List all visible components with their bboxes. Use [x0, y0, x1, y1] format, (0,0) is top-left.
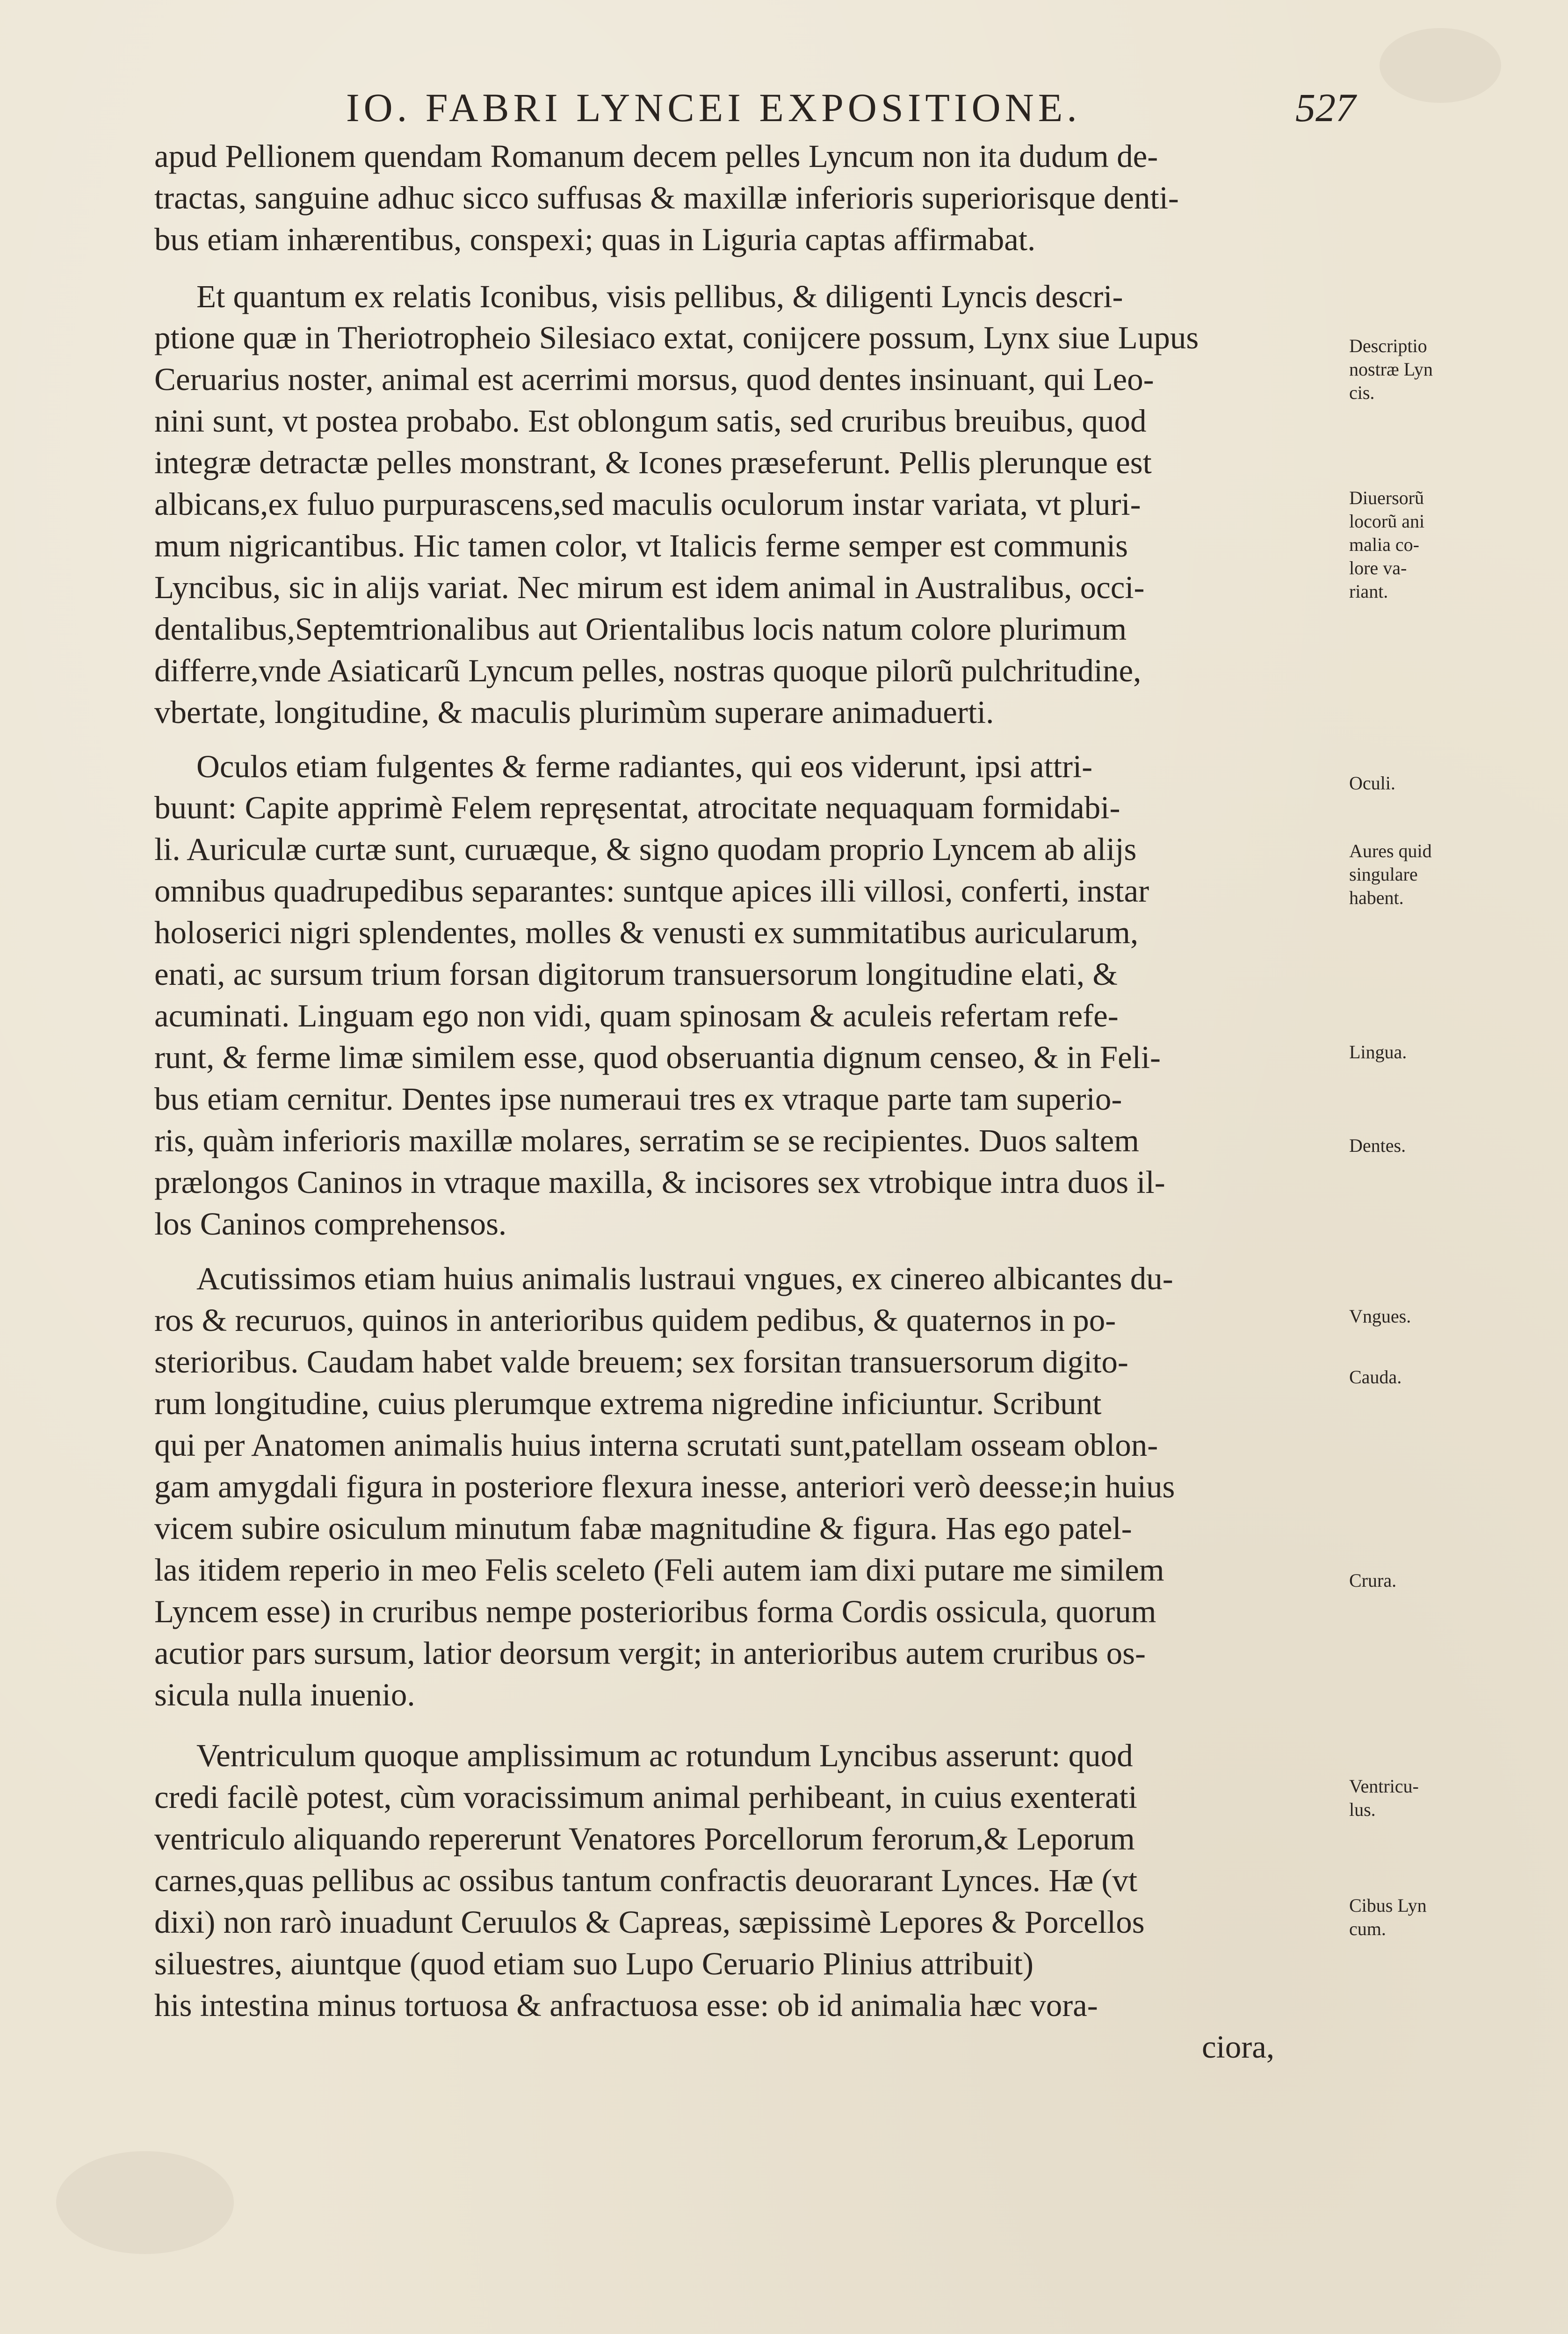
text-line: las itidem reperio in meo Felis sceleto (Feli autem iam dixi putare me similem [154, 1552, 1164, 1588]
text-line: nini sunt, vt postea probabo. Est oblongum satis, sed cruribus breuibus, quod [154, 403, 1147, 439]
text-line: ventriculo aliquando repererunt Venatores Porcellorum ferorum,& Leporum [154, 1821, 1135, 1857]
text-line: holoserici nigri splendentes, molles & venusti ex summitatibus auricularum, [154, 915, 1139, 950]
margin-note-line: nostræ Lyn [1349, 359, 1433, 380]
margin-note-line: Descriptio [1349, 335, 1427, 356]
text-line: ciora, [1202, 2029, 1275, 2065]
text-line: acutior pars sursum, latior deorsum vergit; in anterioribus autem cruribus os- [154, 1635, 1146, 1671]
text-line: sicula nulla inuenio. [154, 1677, 415, 1713]
margin-note-line: Crura. [1349, 1570, 1397, 1591]
margin-note-ventriculus [1349, 1775, 1480, 1821]
paragraph-start-line: Oculos etiam fulgentes & ferme radiantes, qui eos viderunt, ipsi attri- [196, 749, 1093, 784]
margin-note-line: Vngues. [1349, 1306, 1411, 1327]
text-line: los Caninos comprehensos. [154, 1206, 507, 1242]
margin-note-line: lus. [1349, 1799, 1376, 1820]
text-line: buunt: Capite apprimè Felem repręsentat, atrocitate nequaquam formidabi- [154, 790, 1120, 825]
text-line: his intestina minus tortuosa & anfractuosa esse: ob id animalia hæc vora- [154, 1987, 1098, 2023]
margin-note-vngues [1349, 1305, 1480, 1328]
margin-note-line: lore va- [1349, 557, 1407, 578]
margin-note-cauda [1349, 1366, 1480, 1389]
paper-stain [1380, 28, 1501, 103]
text-line: Ceruarius noster, animal est acerrimi morsus, quod dentes insinuant, qui Leo- [154, 361, 1154, 397]
page-number: 527 [1295, 85, 1356, 130]
margin-note-line: Ventricu- [1349, 1776, 1419, 1797]
text-line: mum nigricantibus. Hic tamen color, vt Italicis ferme semper est communis [154, 528, 1128, 564]
margin-note-line: habent. [1349, 887, 1404, 908]
margin-note-line: Aures quid [1349, 840, 1432, 861]
text-line: differre,vnde Asiaticarũ Lyncum pelles, nostras quoque pilorũ pulchritudine, [154, 653, 1142, 688]
margin-note-line: Dentes. [1349, 1135, 1406, 1156]
margin-note-line: malia co- [1349, 534, 1419, 555]
running-header [346, 84, 1375, 140]
text-line: runt, & ferme limæ similem esse, quod obseruantia dignum censeo, & in Feli- [154, 1040, 1161, 1075]
margin-note-oculi [1349, 772, 1480, 795]
margin-note-line: singulare [1349, 864, 1418, 885]
margin-note-dentes [1349, 1134, 1480, 1157]
margin-note-line: cum. [1349, 1918, 1386, 1939]
margin-note-line: Cauda. [1349, 1366, 1402, 1387]
text-line: bus etiam inhærentibus, conspexi; quas in Liguria captas affirmabat. [154, 222, 1036, 257]
margin-note-lingua [1349, 1041, 1480, 1064]
text-line: siluestres, aiuntque (quod etiam suo Lupo Ceruario Plinius attribuit) [154, 1946, 1033, 1981]
margin-note-line: Oculi. [1349, 773, 1395, 794]
margin-note-descriptio [1349, 334, 1480, 405]
text-line: enati, ac sursum trium forsan digitorum transuersorum longitudine elati, & [154, 956, 1118, 992]
text-line: qui per Anatomen animalis huius interna scrutati sunt,patellam osseam oblon- [154, 1427, 1158, 1463]
text-line: integræ detractæ pelles monstrant, & Icones præseferunt. Pellis plerunque est [154, 445, 1152, 480]
text-line: tractas, sanguine adhuc sicco suffusas & maxillæ inferioris superiorisque denti- [154, 180, 1179, 216]
paragraph-start-line: Et quantum ex relatis Iconibus, visis pellibus, & diligenti Lyncis descri- [196, 279, 1123, 314]
text-line: Lyncem esse) in cruribus nempe posterioribus forma Cordis ossicula, quorum [154, 1594, 1156, 1629]
text-line: dentalibus,Septemtrionalibus aut Orientalibus locis natum colore plurimum [154, 611, 1127, 647]
margin-note-line: cis. [1349, 382, 1375, 403]
text-line: ris, quàm inferioris maxillæ molares, serratim se se recipientes. Duos saltem [154, 1123, 1139, 1158]
running-head-title: IO. FABRI LYNCEI EXPOSITIONE. [346, 85, 1081, 130]
text-line: dixi) non rarò inuadunt Ceruulos & Capreas, sæpissimè Lepores & Porcellos [154, 1904, 1145, 1940]
paragraph-start-line: Ventriculum quoque amplissimum ac rotundum Lyncibus asserunt: quod [196, 1738, 1133, 1773]
text-line: acuminati. Linguam ego non vidi, quam spinosam & aculeis refertam refe- [154, 998, 1119, 1033]
text-line: credi facilè potest, cùm voracissimum animal perhibeant, in cuius exenterati [154, 1779, 1137, 1815]
text-line: vbertate, longitudine, & maculis plurimùm superare animaduerti. [154, 694, 994, 730]
text-line: bus etiam cernitur. Dentes ipse numeraui tres ex vtraque parte tam superio- [154, 1081, 1122, 1117]
margin-note-line: Lingua. [1349, 1041, 1407, 1062]
margin-note-diuersorum [1349, 486, 1480, 603]
text-line: albicans,ex fuluo purpurascens,sed maculis oculorum instar variata, vt pluri- [154, 486, 1141, 522]
text-line: li. Auriculæ curtæ sunt, curuæque, & signo quodam proprio Lyncem ab alijs [154, 831, 1137, 867]
margin-note-aures [1349, 839, 1480, 910]
margin-note-line: Diuersorũ [1349, 487, 1424, 508]
margin-note-cibus [1349, 1894, 1480, 1941]
text-line: prælongos Caninos in vtraque maxilla, & incisores sex vtrobique intra duos il- [154, 1164, 1165, 1200]
text-line: gam amygdali figura in posteriore flexura inesse, anteriori verò deesse;in huius [154, 1469, 1175, 1504]
text-line: ros & recuruos, quinos in anterioribus quidem pedibus, & quaternos in po- [154, 1302, 1116, 1338]
margin-note-line: riant. [1349, 581, 1388, 602]
margin-note-crura [1349, 1569, 1480, 1592]
margin-note-line: locorũ ani [1349, 511, 1425, 532]
text-line: sterioribus. Caudam habet valde breuem; sex forsitan transuersorum digito- [154, 1344, 1128, 1380]
margin-note-line: Cibus Lyn [1349, 1895, 1427, 1916]
text-line: vicem subire osiculum minutum fabæ magnitudine & figura. Has ego patel- [154, 1510, 1132, 1546]
text-line: carnes,quas pellibus ac ossibus tantum confractis deuorarant Lynces. Hæ (vt [154, 1863, 1138, 1898]
text-line: ptione quæ in Theriotropheio Silesiaco extat, conijcere possum, Lynx siue Lupus [154, 320, 1199, 355]
text-line: rum longitudine, cuius plerumque extrema nigredine inficiuntur. Scribunt [154, 1386, 1102, 1421]
paper-stain [56, 2151, 234, 2254]
text-line: apud Pellionem quendam Romanum decem pelles Lyncum non ita dudum de- [154, 138, 1158, 174]
text-line: omnibus quadrupedibus separantes: suntque apices illi villosi, conferti, instar [154, 873, 1149, 909]
paragraph-start-line: Acutissimos etiam huius animalis lustraui vngues, ex cinereo albicantes du- [196, 1261, 1173, 1296]
text-line: Lyncibus, sic in alijs variat. Nec mirum est idem animal in Australibus, occi- [154, 570, 1145, 605]
